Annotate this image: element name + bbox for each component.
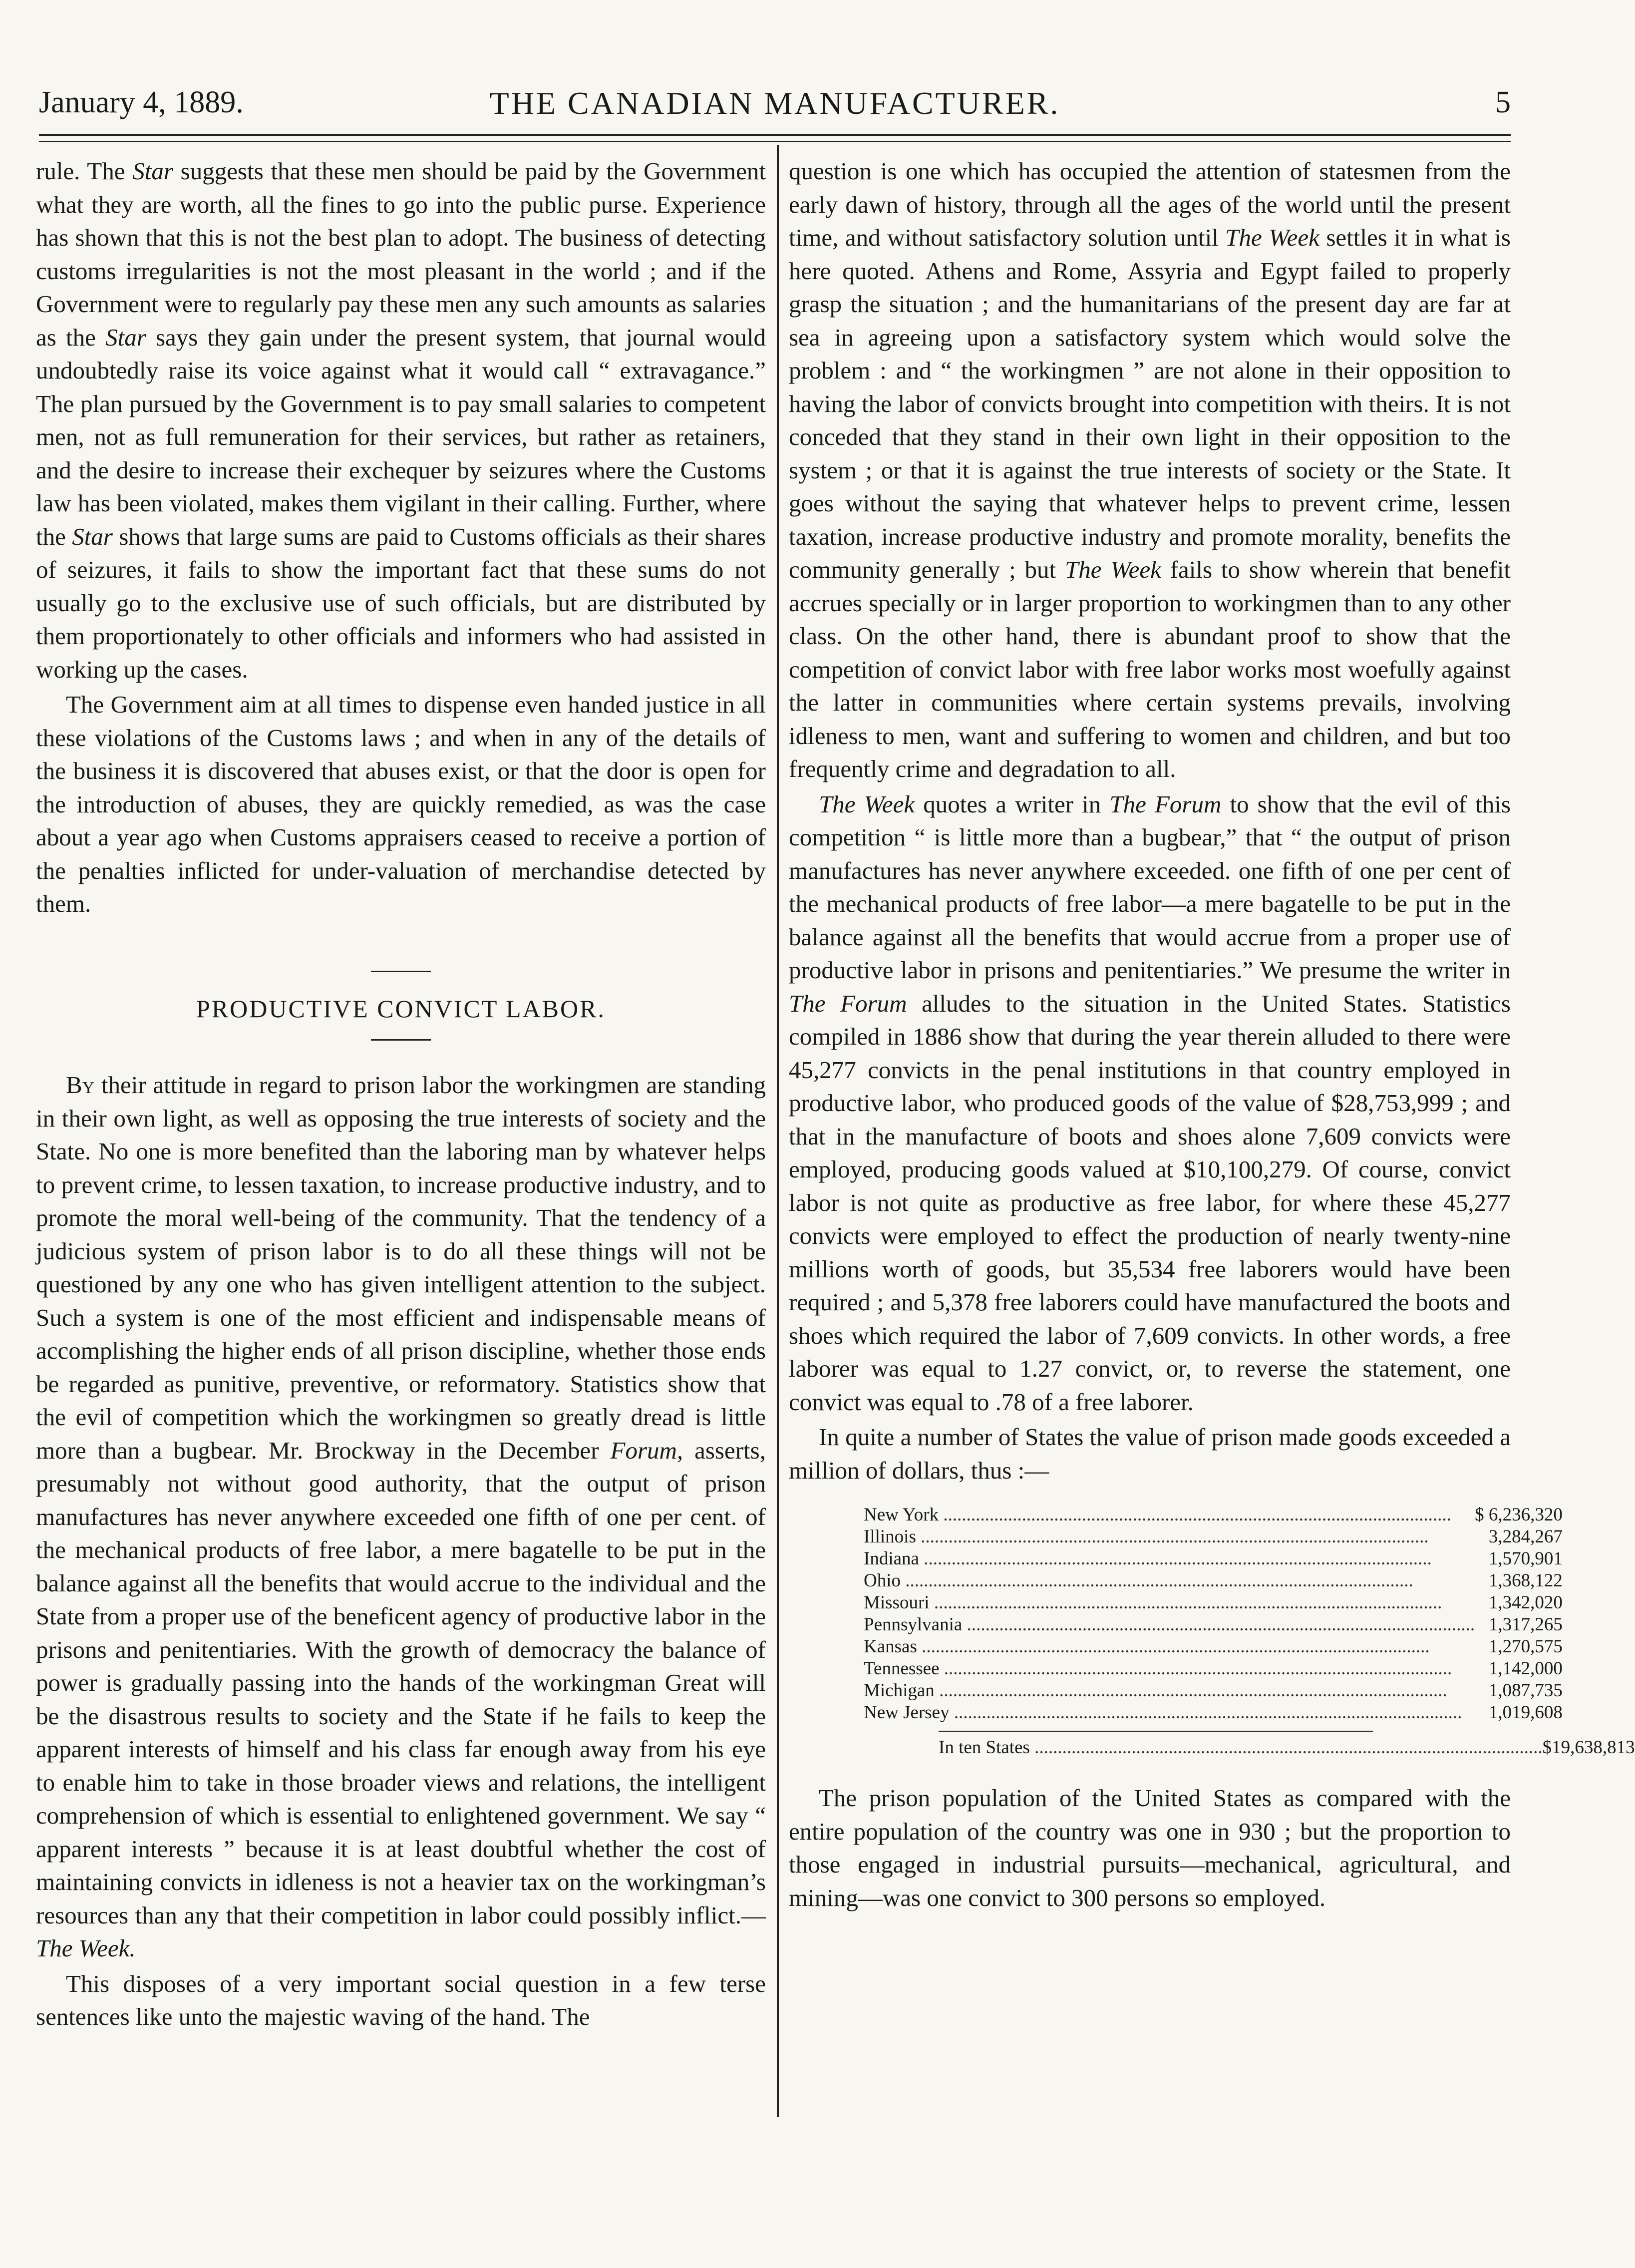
state-name: New Jersey ..... [864,1702,1475,1724]
paragraph: The Week quotes a writer in The Forum to show that the evil of this competition “ is little more than a bugbear,” that “ the output of prison manufactures has never anywhere exceeded. one fifth of one per cent of the mechanical products of free labor—a mere bagatelle to be put in the balance against all the benefits that would accrue from a proper use of productive labor in prisons and penitentiaries.” We presume the writer in The Forum alludes to the situation in the United States. Statistics compiled in 1886 show that during the year therein alluded to there were 45,277 convicts in the penal institutions in that country employed in productive labor, who produced goods of the value of $28,753,999 ; and that in the manufacture of boots and shoes alone 7,609 convicts were employed, producing goods valued at $10,100,279. Of course, convict labor is not quite as productive as free labor, for where these 45,277 convicts were employed to effect the production of nearly twenty-nine millions worth of goods, but 35,534 free laborers would have been required ; and 5,378 free laborers could have manufactured the boots and shoes which required the labor of 7,609 convicts. In other words, a free laborer was equal to 1.27 convict, or, to reverse the statement, one convict was equal to .78 of a free laborer. [789,790,1511,1416]
right-column [789,155,1635,1914]
total-label: In ten States ..... [939,1736,1543,1760]
table-row [864,1548,1563,1570]
state-name: Michigan ..... [864,1680,1475,1702]
table-row [864,1658,1563,1680]
prison-goods-table [864,1504,1563,1724]
state-value: 1,019,608 [1488,1702,1563,1723]
paragraph: In quite a number of States the value of prison made goods exceeded a million of dollars, thus :— [789,1423,1511,1484]
paragraph: By their attitude in regard to prison labor the workingmen are standing in their own light, as well as opposing the true interests of society and the State. No one is more benefited than the laboring man by whatever helps to prevent crime, to lessen taxation, to increase productive industry, and to promote the moral well-being of the community. That the tendency of a judicious system of prison labor is to do all these things will not be questioned by any one who has given intelligent attention to the subject. Such a system is one of the most efficient and indispensable means of accomplishing the higher ends of all prison discipline, whether those ends be regarded as punitive, preventive, or reformatory. Statistics show that the evil of competition which the workingmen so greatly dread is little more than a bugbear. Mr. Brockway in the December Forum, asserts, presumably not without good authority, that the output of prison manufactures has never anywhere exceeded one fifth of one per cent. of the mechanical products of free labor, a mere bagatelle to be put in the balance against all the benefits that would accrue to the individual and the State from a proper use of the beneficent agency of productive labor in the prisons and penitentiaries. With the growth of democracy the balance of power is gradually passing into the hands of the workingman Great will be the disastrous results to society and the State if he fails to keep the apparent interests of himself and his class far enough away from his eye to enable him to take in those broader views and relations, the intelligent comprehension of which is essential to enlightened government. We say “ apparent interests ” because it is at least doubtful whether the cost of maintaining convicts in idleness is not a heavier tax on the workingman’s resources than any that their competition in labor could possibly inflict.—The Week. [36,1071,766,1962]
paragraph: The prison population of the United States as compared with the entire population of the country was one in 930 ; but the proportion to those engaged in industrial pursuits—mechanical, agricultural, and mining—was one convict to 300 persons so employed. [789,1784,1511,1911]
state-value: 1,142,000 [1488,1658,1563,1679]
state-name: Pennsylvania ..... [864,1614,1475,1636]
state-value: 1,342,020 [1488,1592,1563,1613]
publication-title: THE CANADIAN MANUFACTURER. [489,85,1060,121]
state-name: Illinois ..... [864,1526,1475,1548]
issue-date: January 4, 1889. [39,85,244,119]
state-name: Ohio ..... [864,1570,1475,1592]
state-name: Missouri ..... [864,1592,1475,1614]
total-value: $19,638,813 [1542,1737,1635,1758]
page-number: 5 [1495,85,1511,119]
header-rule-thick [39,134,1511,136]
table-row [864,1526,1563,1548]
state-value: 1,368,122 [1488,1570,1563,1591]
table-row [939,1736,1635,1760]
state-value: $ 6,236,320 [1475,1505,1563,1525]
column-divider [777,145,779,2117]
paragraph: This disposes of a very important social question in a few terse sentences like unto the majestic waving of the hand. The [36,1969,766,2030]
table-row [864,1680,1563,1702]
state-value: 1,270,575 [1488,1636,1563,1657]
paragraph: rule. The Star suggests that these men should be paid by the Government what they are worth, all the fines to go into the public purse. Experience has shown that this is not the best plan to adopt. The business of detecting customs irregularities is not the most pleasant in the world ; and if the Government were to regularly pay these men any such amounts as salaries as the Star says they gain under the present system, that journal would undoubtedly raise its voice against what it would call “ extravagance.” The plan pursued by the Government is to pay small salaries to competent men, not as full remuneration for their services, but rather as retainers, and the desire to increase their exchequer by seizures where the Customs law has been violated, makes them vigilant in their calling. Further, where the Star shows that large sums are paid to Customs officials as their shares of seizures, it fails to show the important fact that these sums do not usually go to the exclusive use of such officials, but are distributed by them proportionately to other officials and informers who had assisted in working up the cases. [36,157,766,683]
section-title: PRODUCTIVE CONVICT LABOR. [196,994,606,1023]
paragraph: The Government aim at all times to dispense even handed justice in all these violations of the Customs laws ; and when in any of the details of the business it is discovered that abuses exist, or that the door is open for the introduction of abuses, they are quickly remedied, as was the case about a year ago when Customs appraisers ceased to receive a portion of the penalties inflicted for under-valuation of merchandise detected by them. [36,691,766,917]
title-underline [371,1039,431,1041]
state-value: 1,087,735 [1488,1680,1563,1701]
state-name: Kansas ..... [864,1636,1475,1658]
table-row [864,1614,1563,1636]
left-column [36,155,766,2034]
table-total-rule [939,1731,1373,1732]
state-name: Tennessee ..... [864,1658,1475,1680]
paragraph: question is one which has occupied the attention of statesmen from the early dawn of history, through all the ages of the world until the present time, and without satisfactory solution until The Week settles it in what is here quoted. Athens and Rome, Assyria and Egypt failed to properly grasp the situation ; and the humanitarians of the present day are far at sea in agreeing upon a satisfactory system which would solve the problem : and “ the workingmen ” are not alone in their opposition to having the labor of convicts brought into competition with theirs. It is not conceded that they stand in their own light in their opposition to the system ; or that it is against the true interests of society or the State. It goes without the saying that whatever helps to prevent crime, lessen taxation, increase productive industry and promote morality, benefits the community generally ; but The Week fails to show wherein that benefit accrues specially or in larger proportion to workingmen than to any other class. On the other hand, there is abundant proof to show that the competition of convict labor with free labor works most woefully against the latter in communities where certain systems prevails, involving idleness to men, want and suffering to women and children, and but too frequently crime and degradation to all. [789,157,1511,782]
table-row [864,1570,1563,1592]
state-name: New York ..... [864,1504,1475,1526]
table-row [864,1592,1563,1614]
table-total [939,1736,1635,1760]
state-value: 3,284,267 [1488,1526,1563,1547]
table-row [864,1636,1563,1658]
header-rule-thin [39,141,1511,142]
table-row [864,1702,1563,1724]
state-value: 1,317,265 [1488,1614,1563,1635]
state-name: Indiana ..... [864,1548,1475,1570]
table-body [864,1504,1563,1724]
table-row [864,1504,1563,1526]
page-header [39,75,1511,130]
state-value: 1,570,901 [1488,1548,1563,1569]
section-separator [371,971,431,972]
